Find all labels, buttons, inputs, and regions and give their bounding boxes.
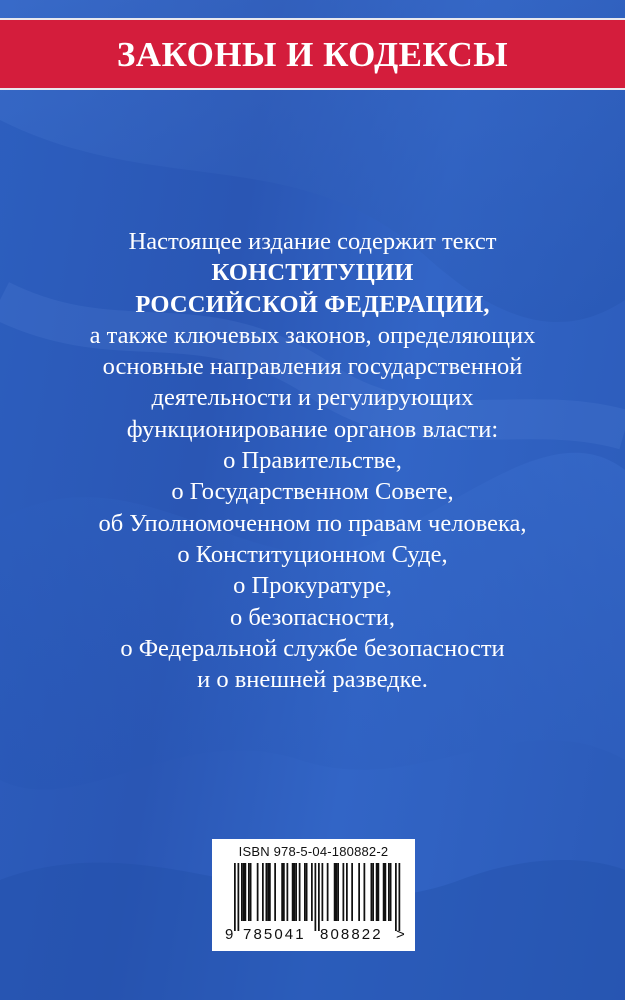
law-list-item: о Правительстве, [223, 447, 402, 475]
barcode-bar [269, 863, 271, 921]
law-list-item: о Государственном Совете, [171, 478, 454, 506]
law-list-item: о безопасности, [229, 603, 396, 631]
barcode-bar [337, 863, 339, 921]
barcode-bar [346, 863, 348, 921]
barcode-bar [390, 863, 392, 921]
barcode-bar [327, 863, 329, 921]
isbn-label: ISBN 978-5-04-180882-2 [238, 844, 389, 859]
barcode-guard-bar [395, 863, 397, 931]
barcode-bar [334, 863, 336, 921]
barcode-bar [292, 863, 294, 921]
barcode-guard-bar [234, 863, 236, 931]
barcode-bar [371, 863, 373, 921]
barcode-bar [383, 863, 385, 921]
barcode-bar [388, 863, 390, 921]
barcode-guard-bar [315, 863, 317, 931]
barcode-bar [358, 863, 360, 921]
barcode-guard-bar [399, 863, 401, 931]
barcode-bar [274, 863, 276, 921]
barcode-bar [376, 863, 378, 921]
barcode-bar [245, 863, 247, 921]
barcode-bar [372, 863, 374, 921]
barcode-bar [267, 863, 269, 921]
barcode-bar [287, 863, 289, 921]
constitution-subtitle-line: РОССИЙСКОЙ ФЕДЕРАЦИИ, [135, 290, 490, 318]
law-list-item: и о внешней разведке. [197, 666, 428, 694]
isbn-barcode [212, 839, 415, 951]
description-line: Настоящее издание содержит текст [128, 228, 497, 255]
barcode-bar [304, 863, 306, 921]
barcode-bar [295, 863, 297, 921]
description-line: функционирование органов власти: [126, 415, 499, 443]
barcode-bar [294, 863, 296, 921]
description-line: основные направления государственной [102, 353, 523, 381]
description-line: деятельности и регулирующих [151, 384, 474, 412]
barcode-bar [262, 863, 264, 921]
law-list-item: о Конституционном Суде, [177, 540, 448, 568]
description-line: а также ключевых законов, определяющих [89, 321, 536, 349]
barcode-bar [322, 863, 324, 921]
law-list-item: о Прокуратуре, [233, 572, 392, 600]
barcode-bar [364, 863, 366, 921]
barcode-guard-bar [318, 863, 320, 931]
barcode-bar [385, 863, 387, 921]
law-list-item: о Федеральной службе безопасности [120, 634, 505, 662]
barcode-guard-bar [238, 863, 240, 931]
barcode-bar [378, 863, 380, 921]
constitution-title-line: КОНСТИТУЦИИ [211, 259, 414, 287]
series-banner [0, 18, 625, 90]
barcode-bar [343, 863, 345, 921]
barcode-bar [336, 863, 338, 921]
series-title: ЗАКОНЫ И КОДЕКСЫ [116, 34, 509, 74]
barcode-bar [243, 863, 245, 921]
barcode-bar [283, 863, 285, 921]
ean-quiet-zone-mark: > [396, 926, 405, 943]
barcode-bar [257, 863, 259, 921]
ean-right-digits: 808822 [320, 926, 383, 943]
barcode-bar [250, 863, 252, 921]
law-list-item: об Уполномоченном по правам человека, [98, 509, 527, 537]
barcode-bar [241, 863, 243, 921]
barcode-bar [299, 863, 301, 921]
description-block [0, 226, 625, 695]
ean-first-digit: 9 [225, 926, 234, 943]
barcode-bar [351, 863, 353, 921]
barcode-bar [266, 863, 268, 921]
barcode-bar [311, 863, 313, 921]
ean-left-digits: 785041 [243, 926, 306, 943]
barcode-bar [281, 863, 283, 921]
barcode-bar [248, 863, 250, 921]
barcode-bar [306, 863, 308, 921]
